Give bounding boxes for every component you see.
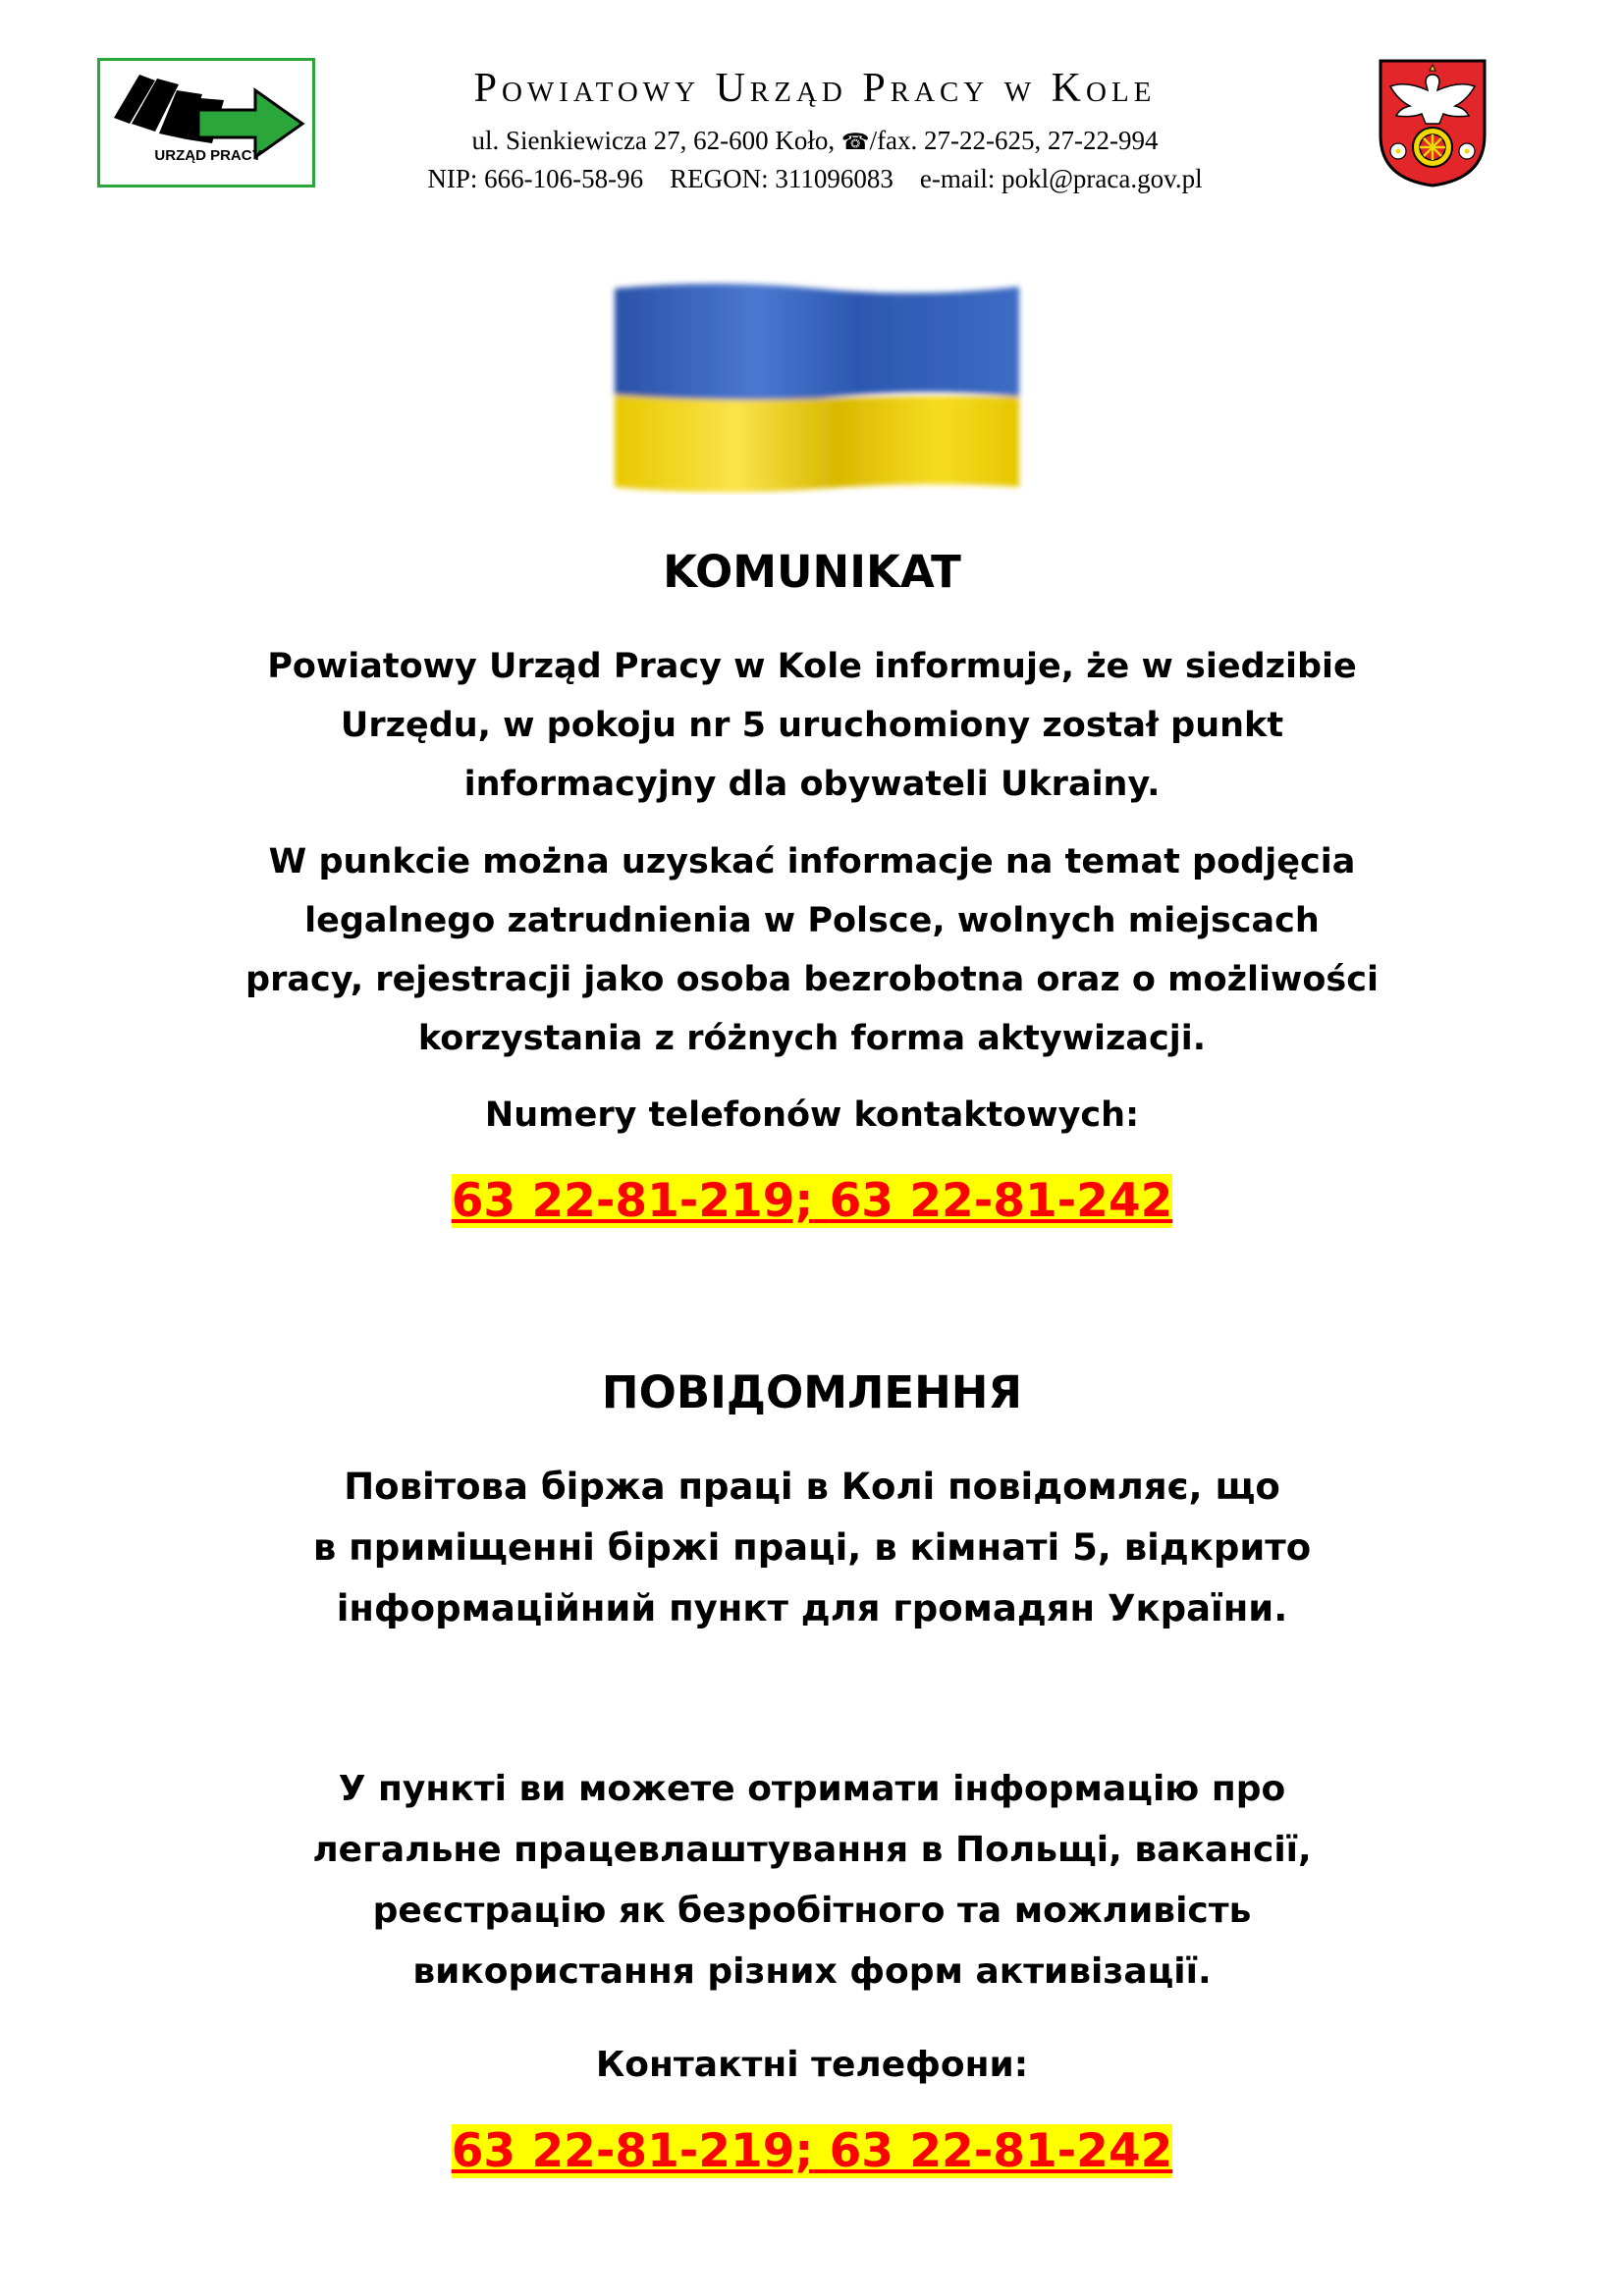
paragraph-line: informacyjny dla obywateli Ukrainy. [463, 765, 1161, 804]
phone-link-2[interactable]: 63 22-81-242 [829, 1174, 1173, 1228]
fax-numbers: /fax. 27-22-625, 27-22-994 [869, 126, 1159, 155]
ukrainian-paragraph-1 [147, 1457, 1477, 1639]
logo-graphic-icon [100, 61, 312, 185]
phone-link-2[interactable]: 63 22-81-242 [829, 2124, 1173, 2178]
polish-heading: KOMUNIKAT [663, 546, 961, 598]
paragraph-line: в приміщенні біржі праці, в кімнаті 5, відкрито [312, 1526, 1312, 1569]
organization-name: Powiatowy Urząd Pracy w Kole [473, 66, 1157, 111]
telephone-icon: ☎ [840, 130, 870, 155]
ukrainian-phone-numbers [0, 2124, 1624, 2178]
polish-paragraph-1 [147, 637, 1477, 814]
ukrainian-contacts-label: Контактні телефони: [595, 2045, 1029, 2085]
paragraph-line: W punkcie można uzyskać informacje na temat podjęcia [268, 842, 1356, 881]
paragraph-line: У пункті ви можете отримати інформацію про [338, 1769, 1286, 1809]
polish-phone-numbers [0, 1174, 1624, 1228]
paragraph-line: Urzędu, w pokoju nr 5 uruchomiony został punkt [340, 706, 1284, 745]
phone-separator [813, 2124, 829, 2178]
polish-contacts-label: Numery telefonów kontaktowych: [484, 1095, 1140, 1135]
paragraph-line: Powiatowy Urząd Pracy w Kole informuje, że w siedzibie [267, 647, 1357, 686]
logo-text: URZĄD PRACY [154, 147, 262, 164]
paragraph-line: реєстрацію як безробітного та можливість [372, 1891, 1252, 1931]
paragraph-line: використання різних форм активізації. [412, 1951, 1212, 1992]
urzad-pracy-logo [97, 58, 315, 187]
ids-line: NIP: 666-106-58-96 REGON: 311096083 e-mail: pokl@praca.gov.pl [427, 164, 1203, 193]
phone-link-1[interactable]: 63 22-81-219; [451, 2124, 814, 2178]
ukrainian-paragraph-2 [147, 1759, 1477, 2002]
paragraph-line: Повітова біржа праці в Колі повідомляє, що [344, 1466, 1280, 1508]
paragraph-line: інформаційний пункт для громадян України. [336, 1587, 1288, 1629]
address-text: ul. Sienkiewicza 27, 62-600 Koło, [471, 126, 841, 155]
paragraph-line: легальне працевлаштування в Польщі, вакансії, [312, 1830, 1312, 1870]
ukraine-flag-icon [607, 279, 1027, 495]
polish-paragraph-2 [147, 832, 1477, 1068]
phone-link-1[interactable]: 63 22-81-219; [451, 1174, 814, 1228]
ukrainian-heading: ПОВІДОМЛЕННЯ [601, 1366, 1023, 1418]
address-line [324, 126, 1306, 156]
phone-separator [813, 1174, 829, 1228]
paragraph-line: pracy, rejestracji jako osoba bezrobotna oraz o możliwości [245, 960, 1379, 999]
coat-of-arms-icon [1377, 57, 1489, 188]
paragraph-line: legalnego zatrudnienia w Polsce, wolnych miejscach [304, 901, 1320, 940]
paragraph-line: korzystania z różnych forma aktywizacji. [417, 1019, 1207, 1058]
